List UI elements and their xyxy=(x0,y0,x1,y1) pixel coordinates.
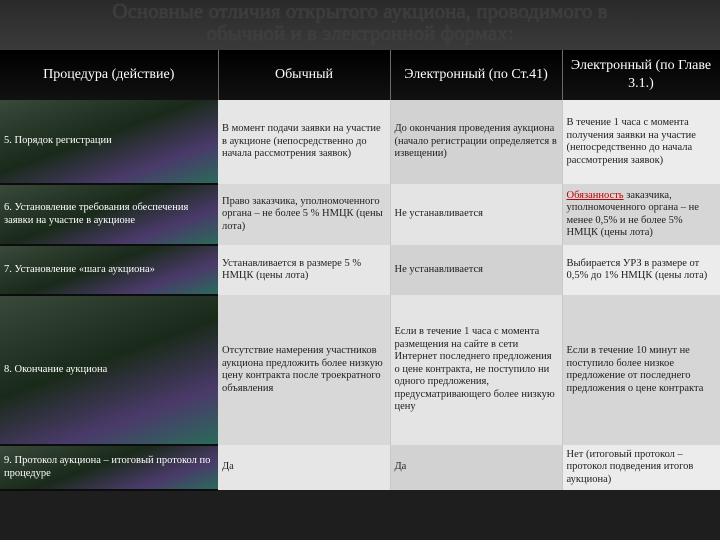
electronic-31-cell: В течение 1 часа с момента получения заявки на участие (непосредственно до начала рассмотрения заявок) xyxy=(562,100,720,184)
electronic-31-cell xyxy=(562,184,720,245)
ordinary-cell: Устанавливается в размере 5 % НМЦК (цены лота) xyxy=(218,245,390,295)
header-electronic-31: Электронный (по Главе 3.1.) xyxy=(562,50,720,100)
table-row xyxy=(0,295,720,445)
table-row xyxy=(0,245,720,295)
table-row xyxy=(0,445,720,490)
header-ordinary: Обычный xyxy=(218,50,390,100)
header-procedure: Процедура (действие) xyxy=(0,50,218,100)
table-row xyxy=(0,184,720,245)
cell-text: заказчика, уполномоченного органа – не менее 0,5% и не более 5% НМЦК (цены лота) xyxy=(566,189,699,238)
ordinary-cell: Да xyxy=(218,445,390,490)
header-row xyxy=(0,50,720,100)
electronic-41-cell: Не устанавливается xyxy=(390,184,562,245)
electronic-41-cell: Если в течение 1 часа с момента размещения на сайте в сети Интернет последнего предложения о цене контракта, не поступило ни одного предложения, предусматривающего более низкую цену xyxy=(390,295,562,445)
electronic-41-cell: Да xyxy=(390,445,562,490)
ordinary-cell: Отсутствие намерения участников аукциона предложить более низкую цену контракта после троекратного объявления xyxy=(218,295,390,445)
title-line-1: Основные отличия открытого аукциона, проводимого в xyxy=(112,0,608,23)
procedure-cell: 6. Установление требования обеспечения заявки на участие в аукционе xyxy=(0,184,218,245)
title-line-2: обычной и в электронной формах: xyxy=(206,21,514,45)
electronic-31-cell: Нет (итоговый протокол – протокол подведения итогов аукциона) xyxy=(562,445,720,490)
procedure-cell: 7. Установление «шага аукциона» xyxy=(0,245,218,295)
comparison-table xyxy=(0,50,720,491)
procedure-cell: 5. Порядок регистрации xyxy=(0,100,218,184)
electronic-41-cell: До окончания проведения аукциона (начало регистрации определяется в извещении) xyxy=(390,100,562,184)
electronic-31-cell: Если в течение 10 минут не поступило более низкое предложение от последнего предложения о цене контракта xyxy=(562,295,720,445)
electronic-41-cell: Не устанавливается xyxy=(390,245,562,295)
procedure-cell: 8. Окончание аукциона xyxy=(0,295,218,445)
header-electronic-41: Электронный (по Ст.41) xyxy=(390,50,562,100)
ordinary-cell: В момент подачи заявки на участие в аукционе (непосредственно до начала рассмотрения заявок) xyxy=(218,100,390,184)
procedure-cell: 9. Протокол аукциона – итоговый протокол по процедуре xyxy=(0,445,218,490)
page-title xyxy=(0,0,720,50)
table-row xyxy=(0,100,720,184)
emphasis-text: Обязанность xyxy=(566,189,624,201)
electronic-31-cell: Выбирается УРЗ в размере от 0,5% до 1% НМЦК (цены лота) xyxy=(562,245,720,295)
ordinary-cell: Право заказчика, уполномоченного органа – не более 5 % НМЦК (цены лота) xyxy=(218,184,390,245)
